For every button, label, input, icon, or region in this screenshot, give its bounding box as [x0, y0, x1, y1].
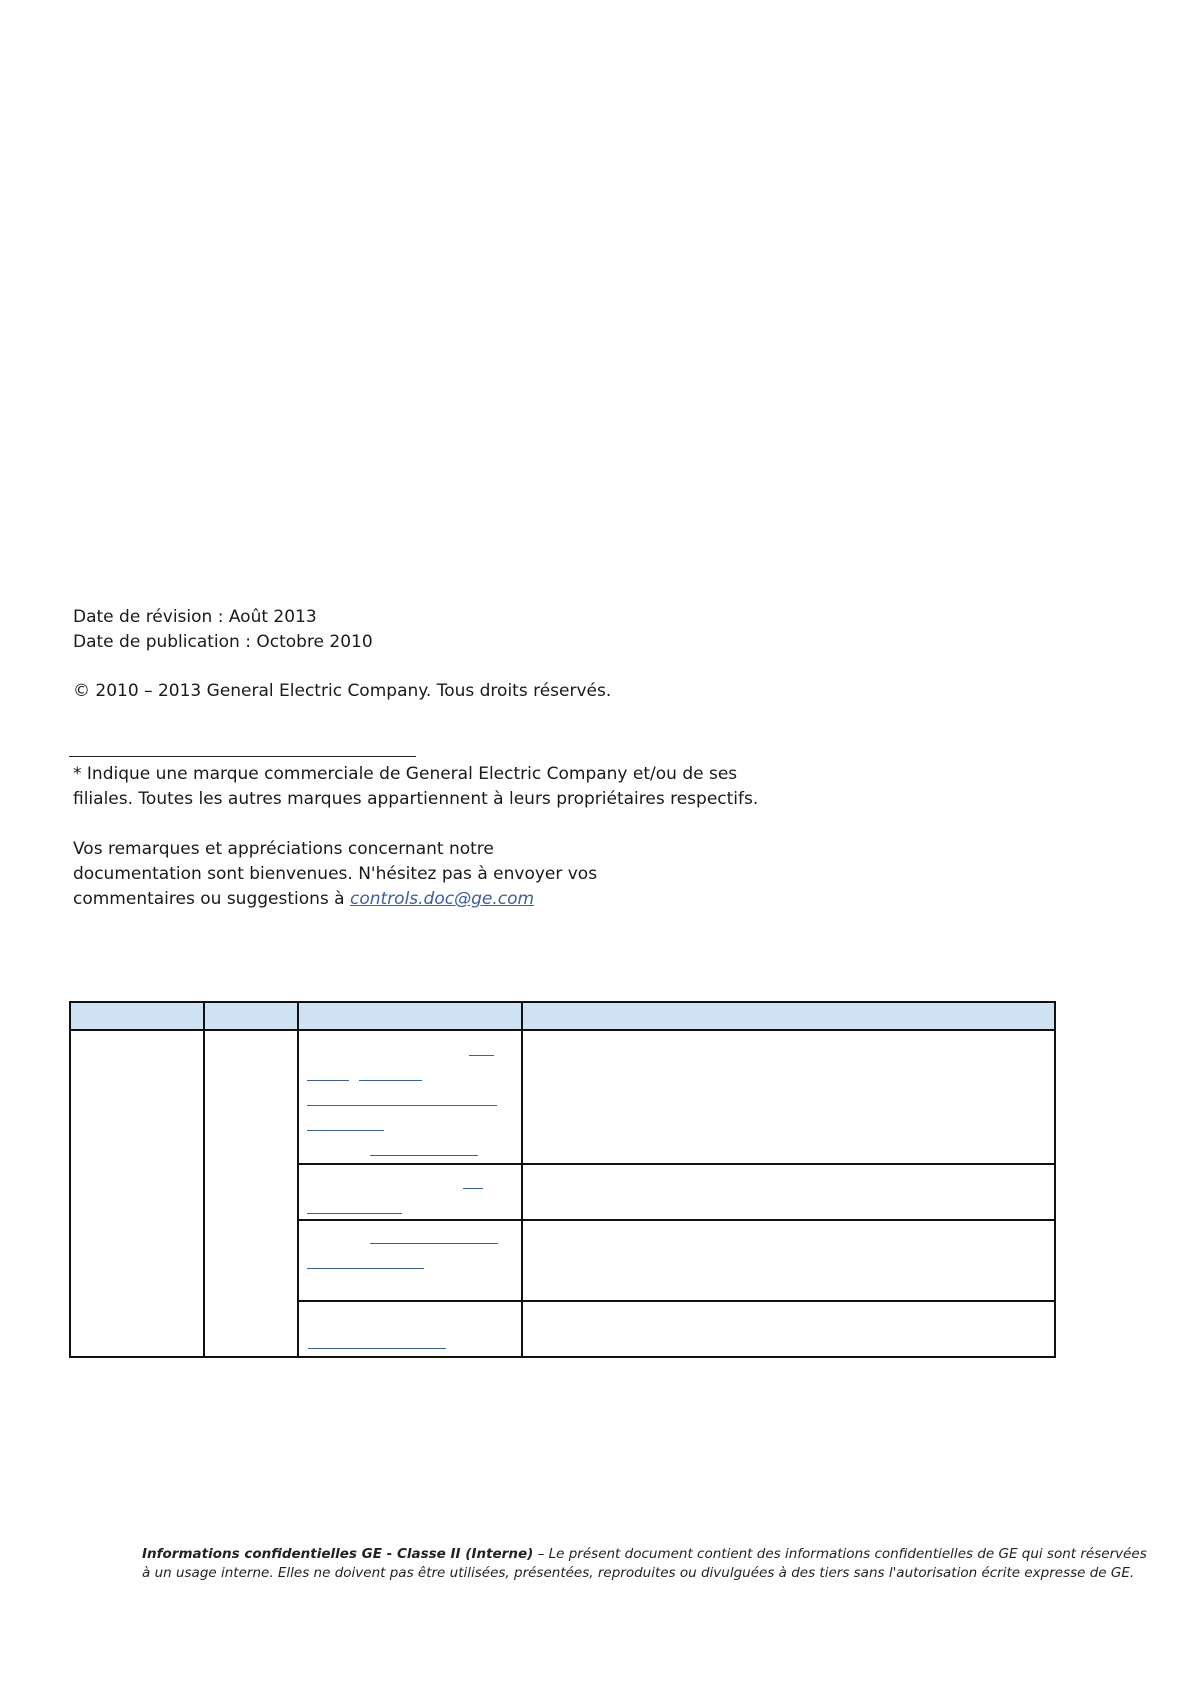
- link-fragment[interactable]: [307, 1130, 384, 1131]
- link-fragment[interactable]: [370, 1243, 498, 1244]
- table-header-row: [70, 1002, 1055, 1030]
- link-fragment[interactable]: [307, 1268, 424, 1269]
- footer-classification: Informations confidentielles GE - Classe II (Interne): [142, 1546, 534, 1562]
- link-fragment[interactable]: [308, 1348, 446, 1349]
- revision-history-table: [69, 1001, 1056, 1358]
- link-fragment[interactable]: [370, 1155, 478, 1156]
- table-cell: [522, 1030, 1055, 1164]
- table-cell: [70, 1030, 204, 1357]
- feedback-line1: Vos remarques et appréciations concernant notre: [73, 839, 494, 859]
- link-fragment[interactable]: [307, 1213, 402, 1214]
- feedback-line3-text: commentaires ou suggestions à: [73, 889, 350, 909]
- confidentiality-footer: [142, 1545, 1147, 1583]
- link-fragment[interactable]: [359, 1080, 422, 1081]
- footer-line1-text: – Le présent document contient des informations confidentielles de GE qui sont réservées: [533, 1546, 1147, 1562]
- table-cell: [298, 1030, 522, 1164]
- table-header-cell: [298, 1002, 522, 1030]
- link-fragment[interactable]: [307, 1080, 349, 1081]
- feedback-line3: [73, 887, 534, 912]
- feedback-line2: documentation sont bienvenues. N'hésitez pas à envoyer vos: [73, 864, 598, 884]
- table-cell: [298, 1164, 522, 1220]
- table-header-cell: [204, 1002, 298, 1030]
- publication-date: Date de publication : Octobre 2010: [73, 632, 373, 652]
- trademark-note-line1: * Indique une marque commerciale de General Electric Company et/ou de ses: [73, 764, 738, 784]
- table-cell: [522, 1301, 1055, 1357]
- table-row: [70, 1030, 1055, 1164]
- table-cell: [298, 1301, 522, 1357]
- feedback-email-link[interactable]: controls.doc@ge.com: [350, 889, 535, 909]
- copyright-notice: © 2010 – 2013 General Electric Company. Tous droits réservés.: [73, 681, 612, 701]
- link-fragment[interactable]: [307, 1105, 497, 1106]
- footnote-separator: [69, 756, 416, 757]
- table-cell: [204, 1030, 298, 1357]
- table-cell: [298, 1220, 522, 1301]
- table-cell: [522, 1164, 1055, 1220]
- table-header-cell: [70, 1002, 204, 1030]
- link-fragment[interactable]: [469, 1055, 494, 1056]
- footer-line2: à un usage interne. Elles ne doivent pas être utilisées, présentées, reproduites ou divulguées à des tiers sans l'autorisation écrite expresse de GE.: [142, 1565, 1135, 1581]
- table-header-cell: [522, 1002, 1055, 1030]
- revision-date: Date de révision : Août 2013: [73, 607, 317, 627]
- footer-line1: [142, 1545, 1147, 1564]
- link-fragment[interactable]: [463, 1188, 483, 1189]
- trademark-note-line2: filiales. Toutes les autres marques appartiennent à leurs propriétaires respectifs.: [73, 789, 759, 809]
- table-cell: [522, 1220, 1055, 1301]
